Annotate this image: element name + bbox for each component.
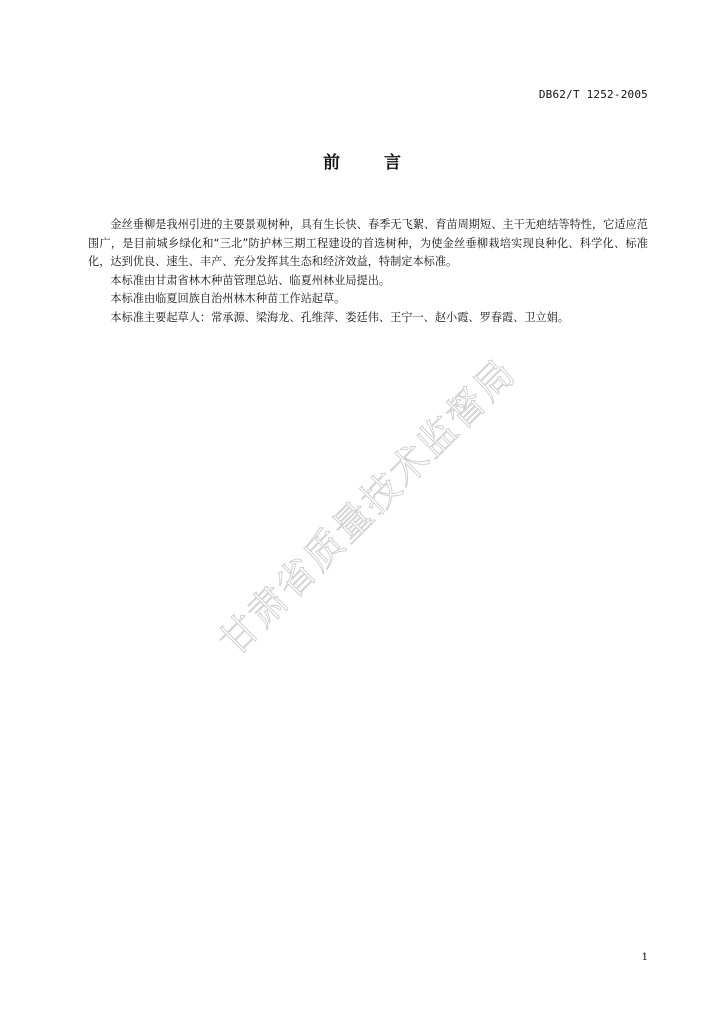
- page-number: 1: [641, 952, 648, 963]
- standard-code: DB62/T 1252-2005: [538, 88, 648, 101]
- title-char-1: 前: [323, 153, 340, 173]
- foreword-body: [88, 216, 648, 328]
- page-title: [0, 148, 724, 173]
- paragraph-proposer: 本标准由甘肃省林木种苗管理总站、临夏州林业局提出。: [110, 273, 391, 287]
- paragraph-intro: 金丝垂柳是我州引进的主要景观树种，具有生长快、春季无飞絮、育苗周期短、主干无疤结等特性，它适应范围广，是目前城乡绿化和“三北”防护林三期工程建设的首选树种，为使金丝垂柳栽培实现良种化、科学化、标准化，达到优良、速生、丰产、充分发挥其生态和经济效益，特制定本标准。: [88, 218, 648, 269]
- paragraph-drafter: 本标准由临夏回族自治州林木种苗工作站起草。: [110, 292, 346, 306]
- watermark-text: 甘肃省质量技术监督局: [210, 349, 525, 664]
- paragraph-authors: 本标准主要起草人：常承源、梁海龙、孔维萍、娄廷伟、王宁一、赵小霞、罗春霞、卫立娟。: [110, 310, 570, 324]
- title-char-2: 言: [384, 153, 401, 173]
